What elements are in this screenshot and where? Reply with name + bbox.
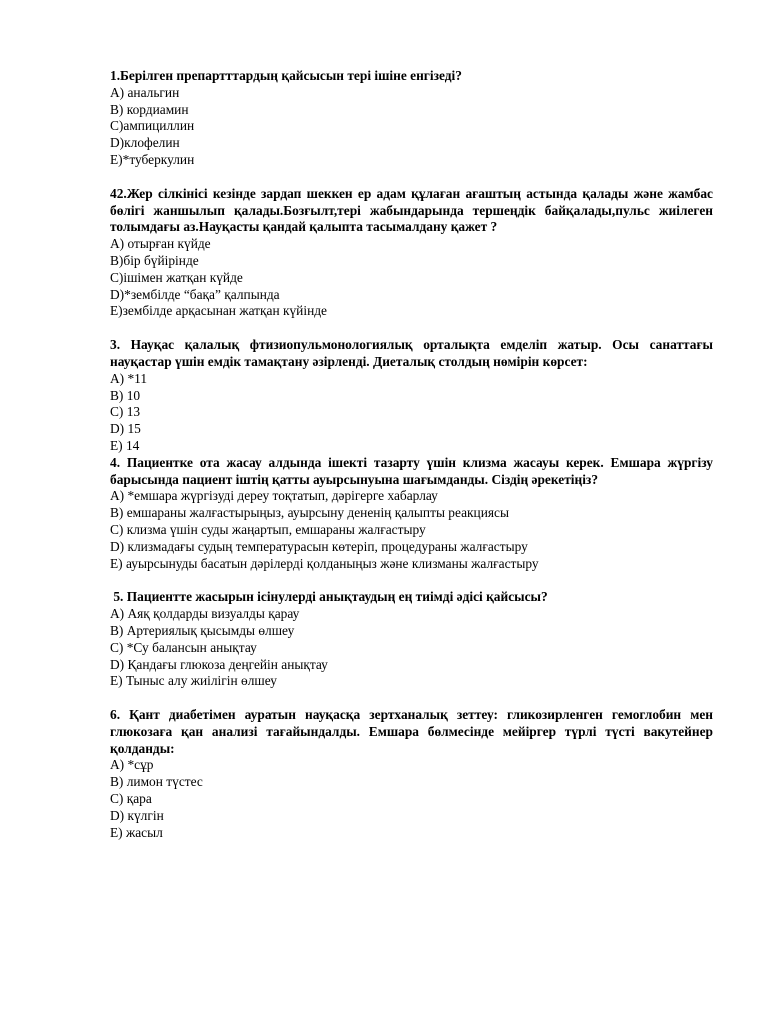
document-page bbox=[110, 68, 713, 841]
answer-option: E) Тыныс алу жиілігін өлшеу bbox=[110, 673, 277, 689]
answer-option: B) 10 bbox=[110, 387, 141, 403]
question-4 bbox=[110, 455, 713, 573]
question-title: 6. Қант диабетімен ауратын науқасқа зертханалық зеттеу: гликозирленген гемоглобин мен глюкозаға қан анализі тағайындалды. Емшара бөлмесінде мейіргер түрлі түсті вакутейнер қолданды: bbox=[110, 707, 713, 756]
answer-option: E) жасыл bbox=[110, 824, 163, 840]
answer-option: B) емшараны жалғастырыңыз, ауырсыну дененің қалыпты реакциясы bbox=[110, 505, 509, 521]
answer-option: A) анальгин bbox=[110, 84, 180, 100]
question-title: 1.Берілген препартттардың қайсысын тері ішіне енгізеді? bbox=[110, 68, 462, 83]
question-42 bbox=[110, 186, 713, 320]
answer-option: D) клизмадағы судың температурасын көтеріп, процедураны жалғастыру bbox=[110, 538, 528, 554]
answer-option: C)ішімен жатқан күйде bbox=[110, 269, 243, 285]
question-title: 5. Пациентте жасырын ісінулерді анықтаудың ең тиімді әдісі қайсысы? bbox=[110, 589, 548, 605]
answer-option: B) лимон түстес bbox=[110, 774, 203, 790]
answer-option: A) *сұр bbox=[110, 757, 154, 773]
answer-option: A) *11 bbox=[110, 370, 148, 386]
answer-option: D)*зембілде “бақа” қалпында bbox=[110, 286, 280, 302]
answer-option: C)ампициллин bbox=[110, 118, 195, 134]
answer-option: D) Қандағы глюкоза деңгейін анықтау bbox=[110, 656, 328, 672]
answer-option: C) клизма үшін суды жаңартып, емшараны жалғастыру bbox=[110, 521, 426, 537]
answer-option: E)зембілде арқасынан жатқан күйінде bbox=[110, 303, 327, 319]
question-1 bbox=[110, 68, 713, 169]
answer-option: A) отырған күйде bbox=[110, 236, 211, 252]
answer-option: C) 13 bbox=[110, 404, 141, 420]
answer-option: B)бір бүйірінде bbox=[110, 252, 199, 268]
answer-option: C) қара bbox=[110, 791, 152, 807]
answer-option: D) 15 bbox=[110, 421, 141, 437]
answer-option: D)клофелин bbox=[110, 135, 180, 151]
answer-option: E) 14 bbox=[110, 437, 140, 453]
answer-option: A) Аяқ қолдарды визуалды қарау bbox=[110, 606, 300, 622]
answer-option: E)*туберкулин bbox=[110, 151, 195, 167]
answer-option: B) кордиамин bbox=[110, 101, 189, 117]
question-3 bbox=[110, 337, 713, 455]
question-title: 42.Жер сілкінісі кезінде зардап шеккен ер адам құлаған ағаштың астында қалады және жамбас бөлігі жаншылып қалады.Бозғылт,тері жабындарында тершеңдік байқалады,пульс жиілеген толымдағы аз.Науқасты қандай қалыпта тасымалдану қажет ? bbox=[110, 185, 713, 235]
answer-option: D) күлгін bbox=[110, 807, 164, 823]
answer-option: B) Артериялық қысымды өлшеу bbox=[110, 622, 295, 638]
question-title: 4. Пациентке ота жасау алдында ішекті тазарту үшін клизма жасауы керек. Емшара жүргізу барысында пациент іштің қатты ауырсынуына шағымданды. Сіздің әрекетіңіз? bbox=[110, 454, 713, 487]
answer-option: E) ауырсынуды басатын дәрілерді қолданыңыз және клизманы жалғастыру bbox=[110, 555, 539, 571]
answer-option: C) *Су балансын анықтау bbox=[110, 639, 257, 655]
question-6 bbox=[110, 707, 713, 841]
question-title: 3. Науқас қалалық фтизиопульмонологиялық орталықта емделіп жатыр. Осы санаттағы науқастар үшін емдік тамақтану әзірленді. Диеталық столдың нөмірін көрсет: bbox=[110, 337, 713, 369]
answer-option: A) *емшара жүргізуді дереу тоқтатып, дәрігерге хабарлау bbox=[110, 488, 438, 504]
question-5 bbox=[110, 589, 713, 690]
